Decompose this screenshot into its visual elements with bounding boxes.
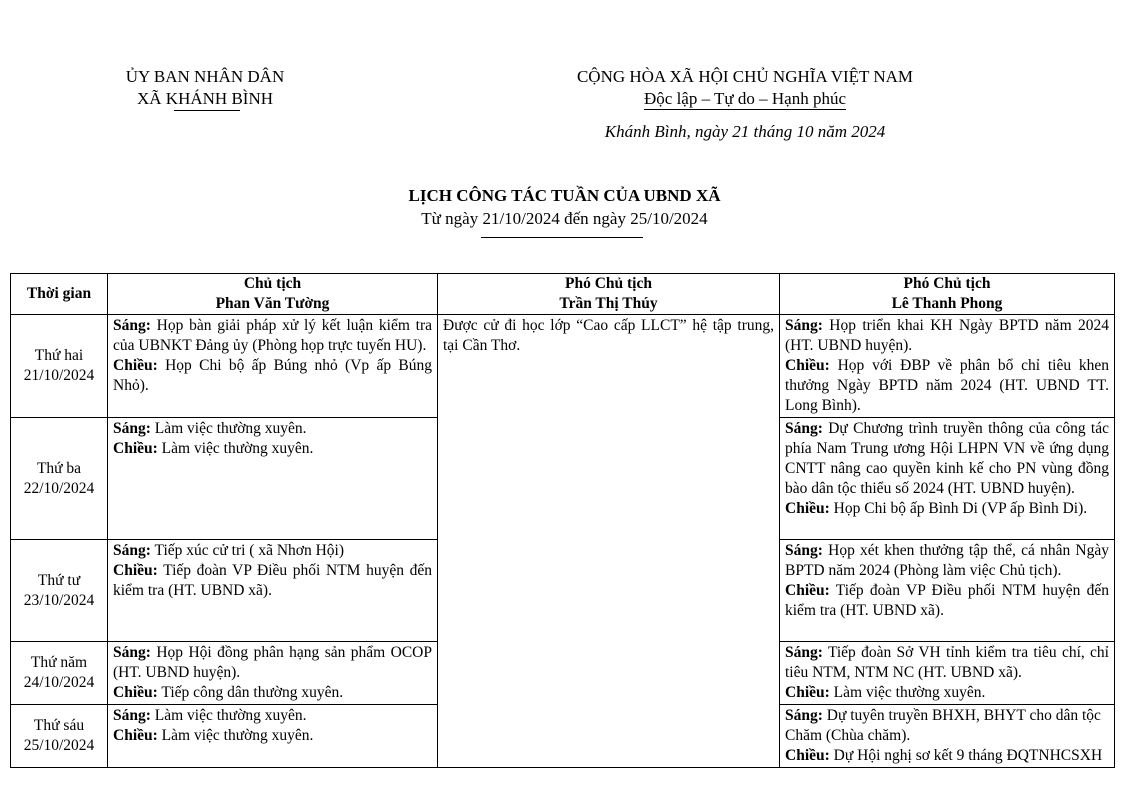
morning-label: Sáng:	[113, 644, 151, 661]
morning-task: Dự tuyên truyền BHXH, BHYT cho dân tộc Chăm (Chùa chăm).	[785, 707, 1101, 744]
title-divider	[481, 237, 643, 238]
morning-task: Họp xét khen thưởng tập thể, cá nhân Ngày BPTD năm 2024 (Phòng làm việc Chủ tịch).	[785, 542, 1109, 579]
morning-task: Họp bàn giải pháp xử lý kết luận kiểm tra của UBNKT Đảng ủy (Phòng họp trực tuyến HU).	[113, 317, 432, 354]
afternoon-label: Chiều:	[785, 747, 830, 764]
day-name: Thứ sáu	[33, 717, 85, 734]
morning-task: Làm việc thường xuyên.	[154, 707, 307, 724]
morning-label: Sáng:	[113, 542, 151, 559]
header-chairman-name: Phan Văn Tường	[215, 295, 330, 312]
afternoon-task: Làm việc thường xuyên.	[161, 727, 314, 744]
day-date: 25/10/2024	[23, 737, 95, 754]
day-date: 23/10/2024	[23, 591, 95, 609]
day-cell	[11, 540, 108, 642]
vice-chair-2-schedule	[780, 540, 1115, 642]
morning-label: Sáng:	[785, 707, 823, 724]
afternoon-label: Chiều:	[785, 357, 830, 374]
document-subtitle: Từ ngày 21/10/2024 đến ngày 25/10/2024	[421, 209, 708, 228]
morning-label: Sáng:	[785, 644, 823, 661]
table-header-row	[11, 274, 1115, 315]
afternoon-label: Chiều:	[113, 727, 158, 744]
morning-task: Tiếp đoàn Sở VH tỉnh kiểm tra tiêu chí, chỉ tiêu NTM, NTM NC (HT. UBND xã).	[785, 644, 1109, 681]
document-title: LỊCH CÔNG TÁC TUẦN CỦA UBND XÃ	[408, 186, 721, 205]
chairman-schedule	[108, 418, 438, 540]
morning-task: Tiếp xúc cử tri ( xã Nhơn Hội)	[154, 542, 345, 559]
document-date: Khánh Bình, ngày 21 tháng 10 năm 2024	[604, 122, 886, 141]
chairman-schedule	[108, 315, 438, 418]
afternoon-task: Họp với ĐBP về phân bổ chỉ tiêu khen thưởng Ngày BPTD năm 2024 (HT. UBND TT. Long Bình).	[785, 357, 1110, 414]
vice-chair-2-schedule	[780, 642, 1115, 705]
nation-name: CỘNG HÒA XÃ HỘI CHỦ NGHĨA VIỆT NAM	[576, 67, 914, 86]
afternoon-task: Tiếp đoàn VP Điều phối NTM huyện đến kiểm tra (HT. UBND xã).	[785, 582, 1109, 619]
day-date: 22/10/2024	[23, 479, 95, 497]
day-cell	[11, 418, 108, 540]
morning-task: Làm việc thường xuyên.	[154, 420, 307, 437]
day-name: Thứ năm	[30, 654, 88, 671]
issuing-authority	[100, 66, 310, 110]
header-vice-chair-1-name: Trần Thị Thúy	[559, 295, 658, 312]
afternoon-task: Làm việc thường xuyên.	[833, 684, 986, 701]
afternoon-task: Họp Chi bộ ấp Bình Di (VP ấp Bình Di).	[833, 500, 1088, 517]
vice-chair-2-schedule	[780, 315, 1115, 418]
afternoon-label: Chiều:	[113, 440, 158, 457]
morning-label: Sáng:	[113, 420, 151, 437]
day-date: 24/10/2024	[23, 674, 95, 691]
morning-label: Sáng:	[785, 542, 823, 559]
morning-task: Dự Chương trình truyền thông của công tác phía Nam Trung ương Hội LHPN VN về ứng dụng CNTT nâng cao quyền kinh kế cho PN vùng đồng bào dân tộc thiểu số 2024 (HT. UBND huyện).	[785, 420, 1110, 497]
afternoon-task: Dự Hội nghị sơ kết 9 tháng ĐQTNHCSXH	[833, 747, 1103, 764]
national-header	[520, 66, 970, 110]
morning-task: Họp triển khai KH Ngày BPTD năm 2024 (HT. UBND huyện).	[785, 317, 1109, 354]
afternoon-label: Chiều:	[785, 582, 830, 599]
afternoon-label: Chiều:	[785, 684, 830, 701]
afternoon-task: Tiếp công dân thường xuyên.	[161, 684, 344, 701]
authority-underline	[174, 110, 240, 111]
header-vice-chair-1	[438, 274, 780, 315]
header-chairman	[108, 274, 438, 315]
vice-chair-1-schedule	[438, 315, 780, 768]
header-vice-chair-2	[780, 274, 1115, 315]
authority-line-2: XÃ KHÁNH BÌNH	[137, 89, 273, 108]
header-vice-chair-1-role: Phó Chủ tịch	[565, 275, 652, 292]
header-vice-chair-2-role: Phó Chủ tịch	[903, 275, 991, 292]
day-date: 21/10/2024	[23, 367, 95, 384]
day-name: Thứ ba	[36, 459, 82, 477]
table-row	[11, 315, 1115, 418]
vice-chair-2-schedule	[780, 418, 1115, 540]
afternoon-task: Họp Chi bộ ấp Búng nhỏ (Vp ấp Búng Nhỏ).	[113, 357, 432, 394]
day-cell	[11, 705, 108, 768]
chairman-schedule	[108, 540, 438, 642]
header-vice-chair-2-name: Lê Thanh Phong	[891, 295, 1003, 312]
afternoon-label: Chiều:	[113, 357, 158, 374]
authority-line-1: ỦY BAN NHÂN DÂN	[125, 67, 285, 86]
morning-task: Họp Hội đồng phân hạng sản phẩm OCOP (HT. UBND huyện).	[113, 644, 432, 681]
afternoon-label: Chiều:	[113, 684, 158, 701]
morning-label: Sáng:	[113, 317, 151, 334]
header-chairman-role: Chủ tịch	[243, 275, 302, 292]
day-name: Thứ tư	[37, 571, 81, 589]
afternoon-label: Chiều:	[785, 500, 830, 517]
afternoon-task: Làm việc thường xuyên.	[161, 440, 314, 457]
weekly-schedule-table	[10, 273, 1115, 768]
chairman-schedule	[108, 705, 438, 768]
national-motto: Độc lập – Tự do – Hạnh phúc	[644, 89, 846, 108]
day-cell	[11, 642, 108, 705]
afternoon-task: Tiếp đoàn VP Điều phối NTM huyện đến kiểm tra (HT. UBND xã).	[113, 562, 432, 599]
all-week-task: Được cử đi học lớp “Cao cấp LLCT” hệ tập trung, tại Cần Thơ.	[443, 317, 774, 354]
morning-label: Sáng:	[785, 420, 823, 437]
day-name: Thứ hai	[34, 347, 84, 364]
morning-label: Sáng:	[113, 707, 151, 724]
afternoon-label: Chiều:	[113, 562, 158, 579]
header-time: Thời gian	[11, 274, 108, 315]
morning-label: Sáng:	[785, 317, 823, 334]
chairman-schedule	[108, 642, 438, 705]
day-cell	[11, 315, 108, 418]
vice-chair-2-schedule	[780, 705, 1115, 768]
